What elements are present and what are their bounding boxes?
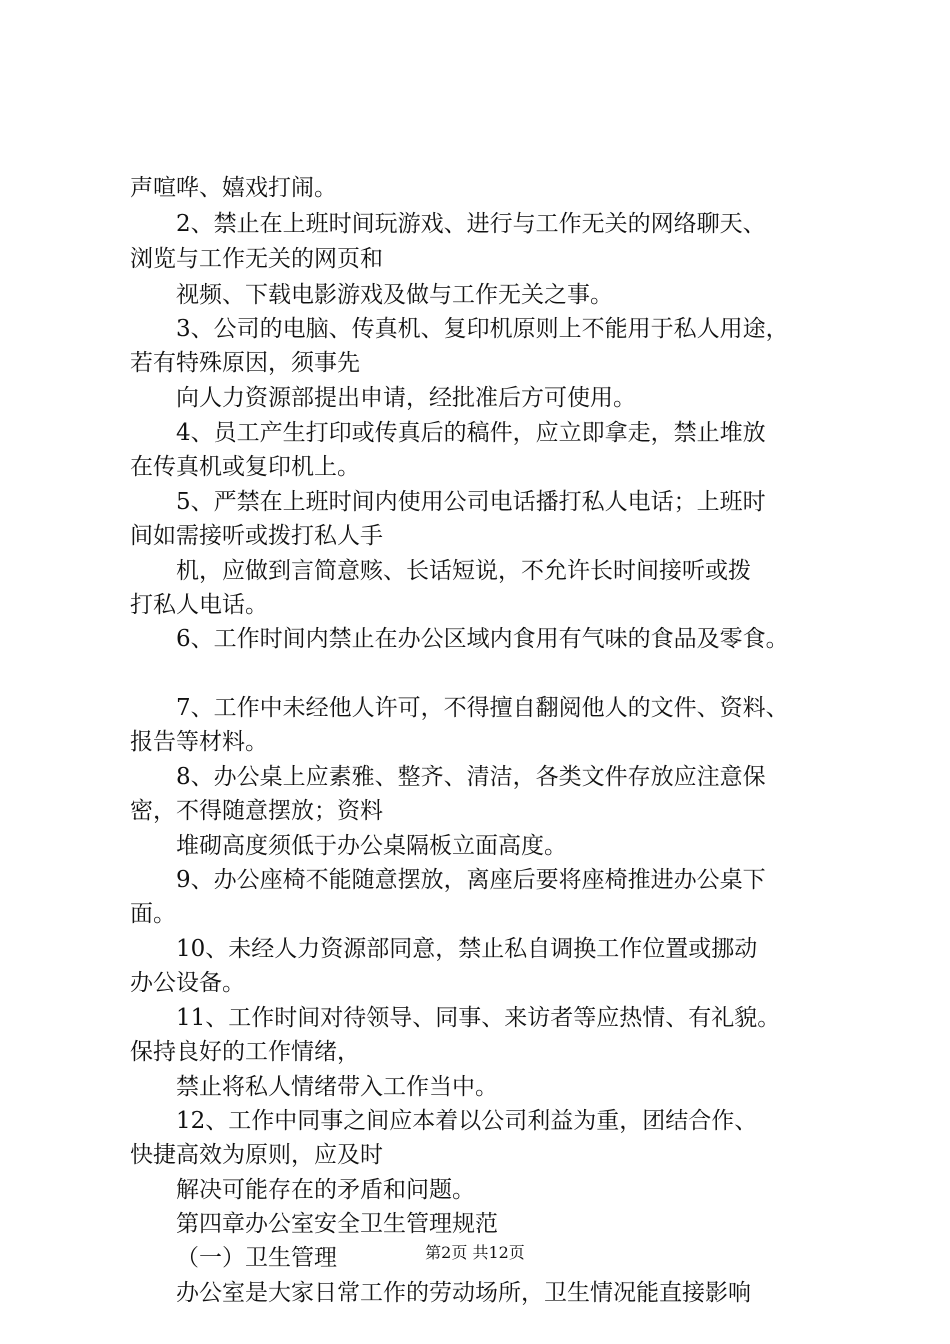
text-line: 视频、下载电影游戏及做与工作无关之事。	[176, 282, 613, 308]
text-line: 5、严禁在上班时间内使用公司电话播打私人电话；上班时	[176, 489, 766, 515]
text-line: 若有特殊原因，须事先	[130, 350, 360, 376]
section-heading: （一）卫生管理	[176, 1245, 337, 1271]
text-line: 机，应做到言简意赅、长话短说，不允许长时间接听或拨	[176, 558, 751, 584]
text-line: 6、工作时间内禁止在办公区域内食用有气味的食品及零食。	[176, 626, 789, 652]
text-line: 打私人电话。	[130, 592, 268, 618]
text-line: 办公室是大家日常工作的劳动场所，卫生情况能直接影响	[176, 1280, 751, 1306]
text-line: 10、未经人力资源部同意，禁止私自调换工作位置或挪动	[176, 936, 758, 962]
text-line: 办公设备。	[130, 970, 245, 996]
text-line: 快捷高效为原则，应及时	[130, 1142, 383, 1168]
text-line: 声喧哗、嬉戏打闹。	[130, 175, 337, 201]
text-line: 9、办公座椅不能随意摆放，离座后要将座椅推进办公桌下	[176, 867, 766, 893]
text-line: 密，不得随意摆放；资料	[130, 798, 383, 824]
text-line: 8、办公桌上应素雅、整齐、清洁，各类文件存放应注意保	[176, 764, 766, 790]
text-line: 报告等材料。	[130, 729, 268, 755]
text-line: 解决可能存在的矛盾和问题。	[176, 1177, 475, 1203]
text-line: 向人力资源部提出申请，经批准后方可使用。	[176, 385, 636, 411]
text-line: 11、工作时间对待领导、同事、来访者等应热情、有礼貌。	[176, 1005, 781, 1031]
text-line: 在传真机或复印机上。	[130, 454, 360, 480]
page-footer: 第2页 共12页	[425, 1243, 525, 1262]
text-line: 浏览与工作无关的网页和	[130, 246, 383, 272]
text-line: 4、员工产生打印或传真后的稿件，应立即拿走，禁止堆放	[176, 420, 766, 446]
chapter-heading: 第四章办公室安全卫生管理规范	[176, 1211, 498, 1237]
text-line: 3、公司的电脑、传真机、复印机原则上不能用于私人用途，	[176, 316, 789, 342]
text-line: 12、工作中同事之间应本着以公司利益为重，团结合作、	[176, 1108, 758, 1134]
text-line: 禁止将私人情绪带入工作当中。	[176, 1074, 498, 1100]
text-line: 7、工作中未经他人许可，不得擅自翻阅他人的文件、资料、	[176, 695, 789, 721]
text-line: 堆砌高度须低于办公桌隔板立面高度。	[176, 833, 567, 859]
text-line: 保持良好的工作情绪，	[130, 1039, 360, 1065]
text-line: 间如需接听或拨打私人手	[130, 523, 383, 549]
text-line: 2、禁止在上班时间玩游戏、进行与工作无关的网络聊天、	[176, 211, 766, 237]
text-line: 面。	[130, 901, 176, 927]
